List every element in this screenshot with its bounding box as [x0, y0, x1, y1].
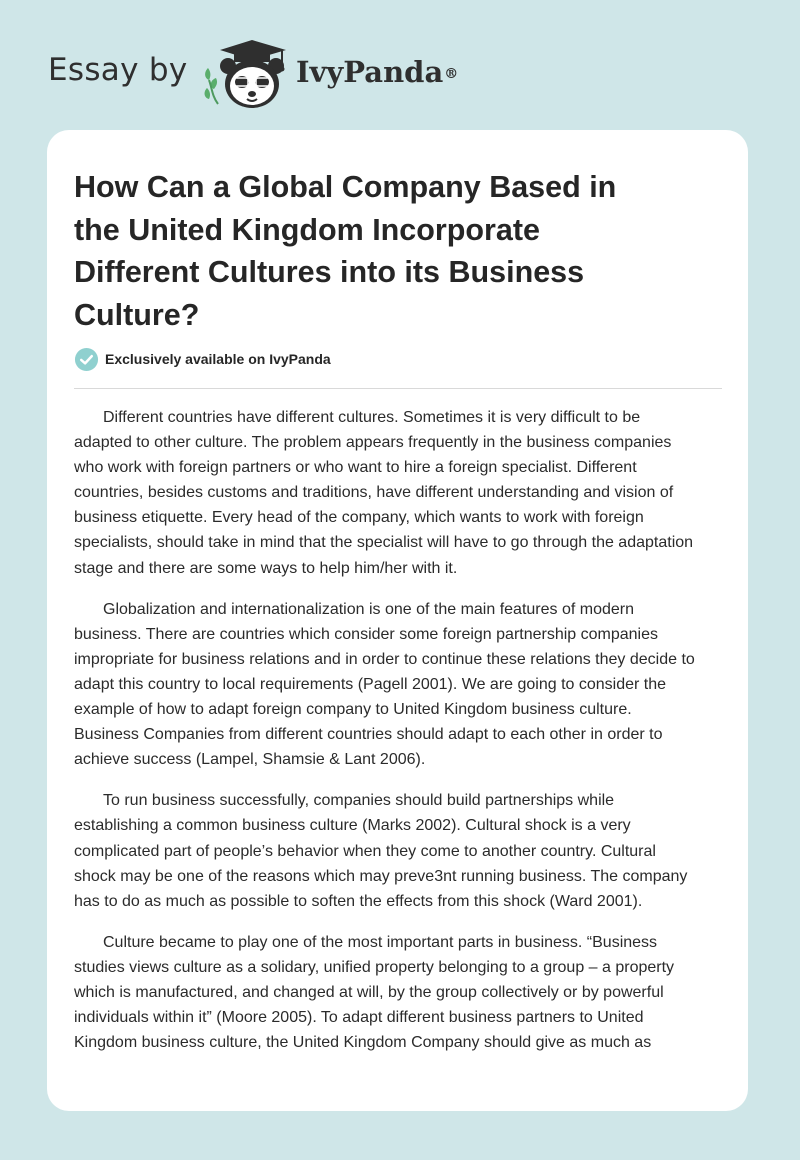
text-line: shock may be one of the reasons which may preve3nt running business. The company — [74, 867, 688, 885]
paragraph — [74, 788, 724, 913]
ivy-leaves-icon — [205, 68, 218, 104]
text-line: who work with foreign partners or who want to hire a foreign specialist. Different — [74, 459, 637, 477]
text-line: Globalization and internationalization is one of the main features of modern — [103, 600, 634, 618]
registered-mark: ® — [444, 66, 459, 82]
brand-name: IvyPanda — [296, 55, 444, 89]
text-line: To run business successfully, companies should build partnerships while — [103, 792, 615, 810]
panda-graduate-icon[interactable] — [200, 38, 292, 110]
text-line: Kingdom business culture, the United Kingdom Company should give as much as — [74, 1034, 652, 1052]
title-line: Different Cultures into its Business — [74, 255, 585, 289]
text-line: countries, besides customs and traditions, have different understanding and vision of — [74, 484, 674, 502]
text-line: impropriate for business relations and in order to continue these relations they decide to — [74, 650, 695, 668]
essay-by-label: Essay by — [48, 52, 188, 88]
text-line: Business Companies from different countries should adapt to each other in order to — [74, 726, 663, 744]
text-line: Culture became to play one of the most important parts in business. “Business — [103, 933, 658, 951]
text-line: stage and there are some ways to help him/her with it. — [74, 559, 458, 577]
page-title — [74, 166, 714, 336]
text-line: Different countries have different cultures. Sometimes it is very difficult to be — [103, 409, 641, 426]
divider — [74, 388, 722, 389]
title-line: the United Kingdom Incorporate — [74, 212, 540, 247]
text-line: studies views culture as a solidary, unified property belonging to a group – a property — [74, 958, 675, 976]
exclusive-badge — [74, 346, 331, 372]
text-line: achieve success (Lampel, Shamsie & Lant 2006). — [74, 751, 426, 769]
text-line: individuals within it” (Moore 2005). To adapt different business partners to United — [74, 1009, 644, 1027]
panda-head-icon — [220, 58, 284, 108]
paragraph — [74, 597, 724, 773]
text-line: specialists, should take in mind that the specialist will have to go through the adaptation — [74, 534, 694, 552]
text-line: complicated part of people’s behavior when they come to another country. Cultural — [74, 842, 656, 860]
exclusive-label: Exclusively available on IvyPanda — [105, 351, 331, 367]
essay-body — [74, 405, 724, 1071]
text-line: example of how to adapt foreign company to United Kingdom business culture. — [74, 701, 632, 719]
site-header — [0, 0, 800, 130]
check-circle-icon — [74, 347, 99, 372]
text-line: business etiquette. Every head of the company, which wants to work with foreign — [74, 509, 644, 527]
text-line: has to do as much as possible to soften the effects from this shock (Ward 2001). — [74, 892, 643, 910]
brand-logo-text[interactable] — [296, 52, 458, 92]
text-line: which is manufactured, and changed at will, by the group collectively or by powerful — [74, 983, 664, 1001]
text-line: adapt this country to local requirements (Pagell 2001). We are going to consider the — [74, 675, 667, 693]
essay-card — [47, 130, 748, 1111]
paragraph — [74, 405, 724, 581]
text-line: establishing a common business culture (Marks 2002). Cultural shock is a very — [74, 817, 631, 835]
title-line: How Can a Global Company Based in — [74, 170, 617, 204]
text-line: business. There are countries which consider some foreign partnership companies — [74, 625, 659, 643]
title-line: Culture? — [74, 297, 200, 332]
text-line: adapted to other culture. The problem appears frequently in the business companies — [74, 434, 672, 452]
paragraph — [74, 930, 724, 1055]
